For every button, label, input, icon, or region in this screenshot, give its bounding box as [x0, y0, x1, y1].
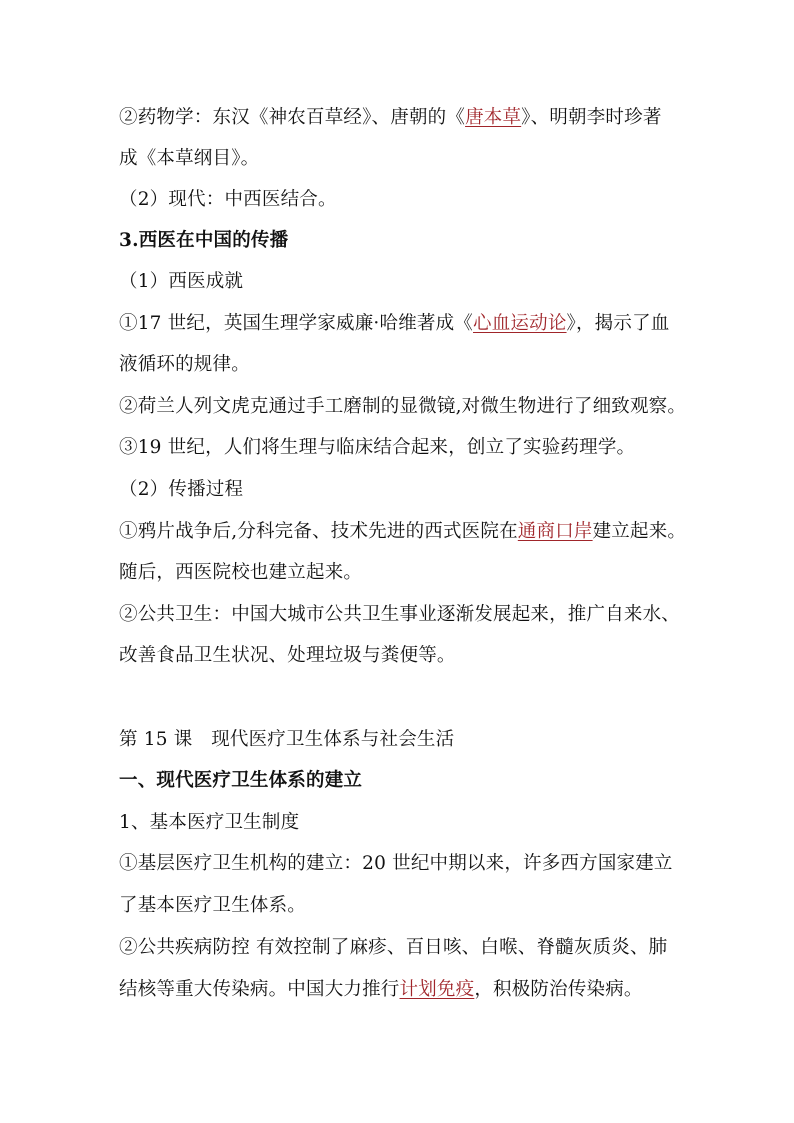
text-line-circulation	[119, 353, 250, 377]
text-line-grassroots	[119, 852, 673, 876]
highlight-treaty-ports: 通商口岸	[517, 521, 593, 542]
line-text-after: 建立起来。	[592, 521, 687, 542]
line-text-after: 》，揭示了血	[566, 313, 670, 334]
line-text-before: ①鸦片战争后,分科完备、技术先进的西式医院在	[119, 521, 518, 542]
text-line-sanitation	[119, 644, 456, 668]
text-line-basic-system	[119, 894, 306, 918]
line-text-before: ①17 世纪，英国生理学家威廉·哈维著成《	[119, 313, 474, 334]
text-line-colleges	[119, 561, 362, 585]
section-heading-western-medicine	[119, 229, 288, 253]
line-text: ③19 世纪，人们将生理与临床结合起来，创立了实验药理学。	[119, 437, 636, 458]
line-text-before: ②药物学：东汉《神农百草经》、唐朝的《	[119, 107, 466, 128]
text-line-pharmacology-19c	[119, 436, 635, 460]
text-line-harvey	[119, 312, 669, 336]
lesson-title	[119, 728, 454, 752]
line-text: 了基本医疗卫生体系。	[119, 895, 307, 916]
line-text: ②公共卫生：中国大城市公共卫生事业逐渐发展起来，推广自来水、	[119, 604, 681, 625]
line-text-after: 》、明朝李时珍著	[521, 107, 662, 128]
line-text: ①基层医疗卫生机构的建立：20 世纪中期以来，许多西方国家建立	[119, 853, 673, 874]
text-line-opium-war	[119, 520, 686, 544]
line-text: （2）传播过程	[119, 479, 244, 500]
text-line-leeuwenhoek	[119, 395, 686, 419]
text-line-disease-control	[119, 936, 667, 960]
subheading-basic-system	[119, 811, 299, 835]
line-text: 随后，西医院校也建立起来。	[119, 562, 363, 583]
line-text: ②公共疾病防控 有效控制了麻疹、百日咳、白喉、脊髓灰质炎、肺	[119, 937, 668, 958]
line-text-after: ，积极防治传染病。	[474, 979, 643, 1000]
text-line-public-health	[119, 603, 680, 627]
text-line-pharmacology	[119, 106, 662, 130]
text-line-modern	[119, 188, 337, 212]
highlight-immunization: 计划免疫	[399, 979, 475, 1000]
line-text: （2）现代：中西医结合。	[119, 189, 337, 210]
highlight-heart-motion: 心血运动论	[473, 313, 567, 334]
heading-text: 3.西医在中国的传播	[119, 230, 289, 251]
heading-text: 一、现代医疗卫生体系的建立	[119, 770, 363, 791]
line-text: 成《本草纲目》。	[119, 148, 260, 169]
subheading-achievements	[119, 270, 243, 294]
line-text: ②荷兰人列文虎克通过手工磨制的显微镜,对微生物进行了细致观察。	[119, 396, 687, 417]
section-heading-system	[119, 769, 362, 793]
line-text: 液循环的规律。	[119, 354, 250, 375]
lesson-title-text: 第 15 课 现代医疗卫生体系与社会生活	[119, 729, 455, 750]
line-text: （1）西医成就	[119, 271, 244, 292]
line-text: 改善食品卫生状况、处理垃圾与粪便等。	[119, 645, 456, 666]
line-text-before: 结核等重大传染病。中国大力推行	[119, 979, 400, 1000]
line-text: 1、基本医疗卫生制度	[119, 812, 300, 833]
text-line-bencao-gangmu	[119, 147, 259, 171]
text-line-immunization	[119, 978, 643, 1002]
subheading-spread-process	[119, 478, 243, 502]
highlight-tang-bencao: 唐本草	[465, 107, 522, 128]
